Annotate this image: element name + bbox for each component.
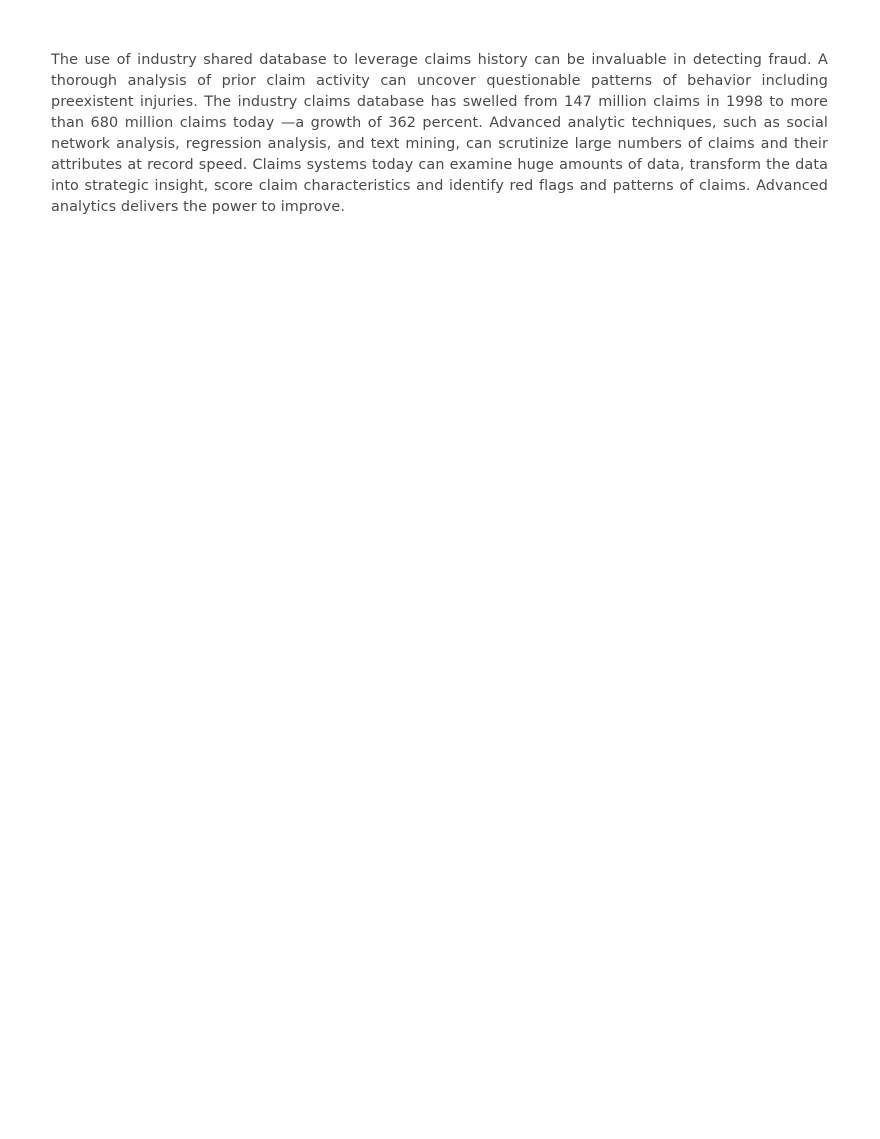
body-paragraph: The use of industry shared database to leverage claims history can be invaluable in detecting fraud. A thorough analysis of prior claim activity can uncover questionable patterns of behavior including preexistent injuries. The industry claims database has swelled from 147 million claims in 1998 to more than 680 million claims today —a growth of 362 percent. Advanced analytic techniques, such as social network analysis, regression analysis, and text mining, can scrutinize large numbers of claims and their attributes at record speed. Claims systems today can examine huge amounts of data, transform the data into strategic insight, score claim characteristics and identify red flags and patterns of claims. Advanced analytics delivers the power to improve. bbox=[51, 52, 828, 215]
